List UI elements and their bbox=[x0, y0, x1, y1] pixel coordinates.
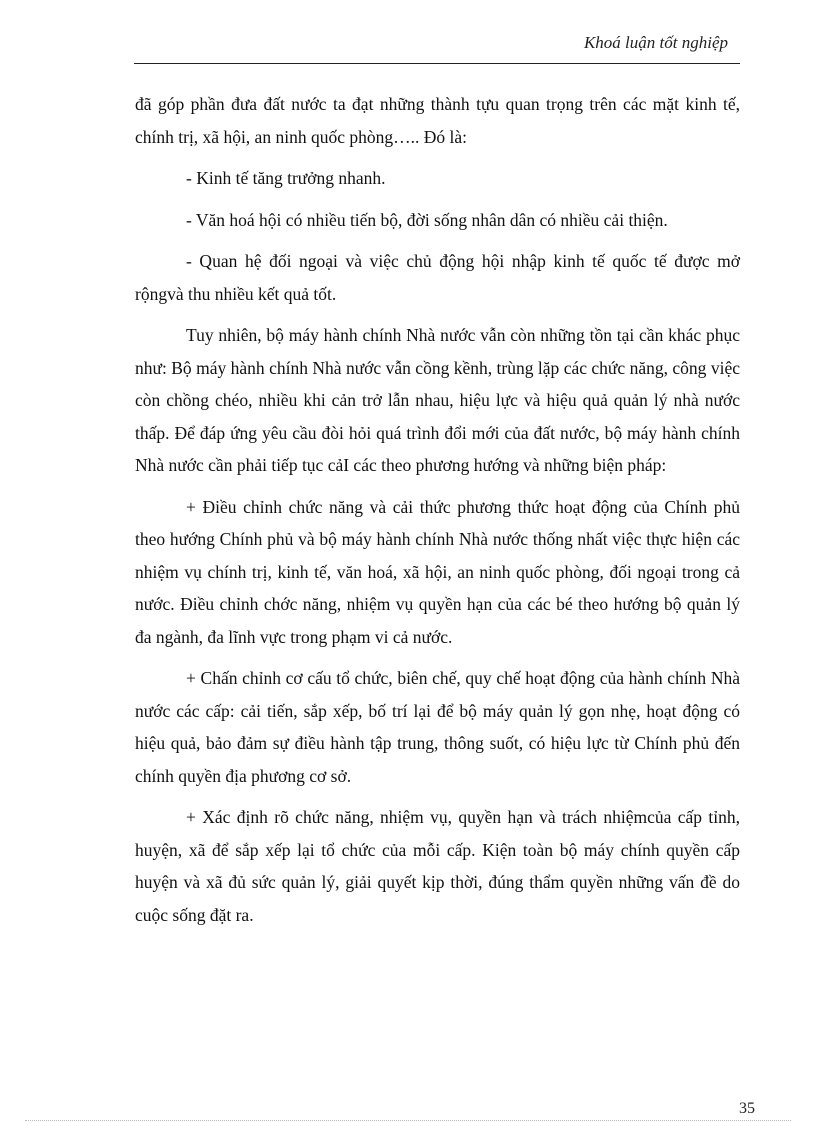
paragraph-limitations: Tuy nhiên, bộ máy hành chính Nhà nước vẫn còn những tồn tại cần khác phục như: Bộ máy hành chính Nhà nước vẫn cồng kềnh, trùng lặp các chức năng, công việc còn chồng chéo, nhiều khi cản trở lẫn nhau, hiệu lực và hiệu quả quản lý nhà nước thấp. Để đáp ứng yêu cầu đòi hỏi quá trình đổi mới của đất nước, bộ máy hành chính Nhà nước cần phải tiếp tục cảI các theo phương hướng và những biện pháp: bbox=[135, 325, 740, 475]
document-body bbox=[135, 88, 740, 940]
list-item-economy: - Kinh tế tăng trưởng nhanh. bbox=[186, 168, 386, 188]
paragraph-intro: đã góp phần đưa đất nước ta đạt những thành tựu quan trọng trên các mặt kinh tế, chính trị, xã hội, an ninh quốc phòng….. Đó là: bbox=[135, 94, 740, 147]
header-divider bbox=[134, 63, 740, 64]
footer-divider bbox=[25, 1120, 791, 1121]
measure-item-government-functions: + Điều chỉnh chức năng và cải thức phương thức hoạt động của Chính phủ theo hướng Chính phủ và bộ máy hành chính Nhà nước thống nhất việc thực hiện các nhiệm vụ chính trị, kinh tế, văn hoá, xã hội, an ninh quốc phòng, đối ngoại trong cả nước. Điều chỉnh chớc năng, nhiệm vụ quyền hạn của các bé theo hướng bộ quản lý đa ngành, đa lĩnh vực trong phạm vi cả nước. bbox=[135, 496, 740, 647]
page-number: 35 bbox=[739, 1100, 755, 1117]
measure-item-organization-structure: + Chấn chỉnh cơ cấu tổ chức, biên chế, quy chế hoạt động của hành chính Nhà nước các cấp: cải tiến, sắp xếp, bố trí lại để bộ máy quản lý gọn nhẹ, hoạt động có hiệu quả, bảo đảm sự điều hành tập trung, thông suốt, có hiệu lực từ Chính phủ đến chính quyền địa phương cơ sở. bbox=[135, 668, 740, 786]
header-title: Khoá luận tốt nghiệp bbox=[583, 33, 728, 52]
list-item-culture: - Văn hoá hội có nhiều tiến bộ, đời sống nhân dân có nhiều cải thiện. bbox=[186, 209, 668, 230]
measure-item-local-levels: + Xác định rõ chức năng, nhiệm vụ, quyền hạn và trách nhiệmcủa cấp tỉnh, huyện, xã để sắp xếp lại tổ chức của mỗi cấp. Kiện toàn bộ máy chính quyền cấp huyện và xã đủ sức quản lý, giải quyết kịp thời, đúng thẩm quyền những vấn đề do cuộc sống đặt ra. bbox=[135, 807, 740, 925]
list-item-foreign-relations: - Quan hệ đối ngoại và việc chủ động hội nhập kinh tế quốc tế được mở rộngvà thu nhiều kết quả tốt. bbox=[135, 251, 740, 304]
